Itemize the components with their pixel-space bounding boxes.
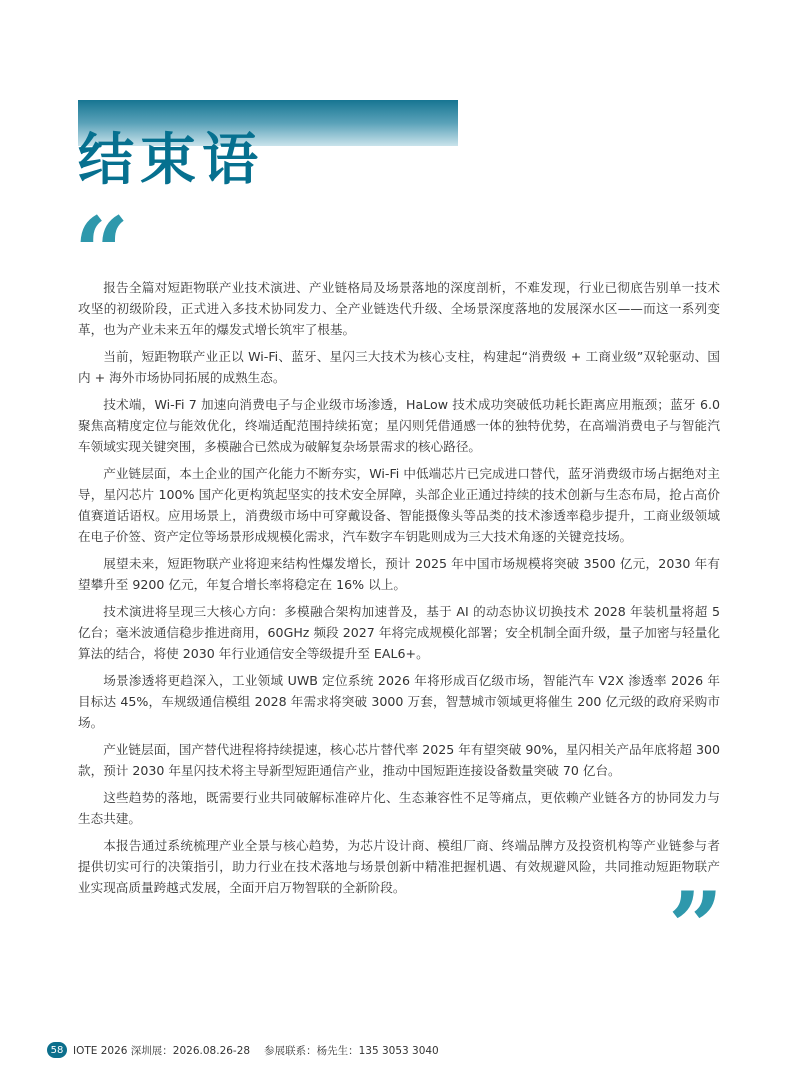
paragraph: 当前，短距物联产业正以 Wi-Fi、蓝牙、星闪三大技术为核心支柱，构建起“消费级 + 工商业级”双轮驱动、国内 + 海外市场协同拓展的成熟生态。	[78, 349, 720, 385]
close-quote-icon: ”	[668, 871, 724, 984]
page-title: 结束语	[78, 128, 264, 193]
paragraph: 技术演进将呈现三大核心方向：多模融合架构加速普及，基于 AI 的动态协议切换技术 2028 年装机量将超 5 亿台；毫米波通信稳步推进商用，60GHz 频段 2027 年将完成规模化部署；安全机制全面升级，量子加密与轻量化算法的结合，将使 2030 年行业通信安全等级提升至 EAL6+。	[78, 604, 720, 661]
paragraph: 这些趋势的落地，既需要行业共同破解标准碎片化、生态兼容性不足等痛点，更依赖产业链各方的协同发力与生态共建。	[78, 790, 720, 826]
paragraph: 本报告通过系统梳理产业全景与核心趋势，为芯片设计商、模组厂商、终端品牌方及投资机构等产业链参与者提供切实可行的决策指引，助力行业在技术落地与场景创新中精准把握机遇、有效规避风险，共同推动短距物联产业实现高质量跨越式发展，全面开启万物智联的全新阶段。	[78, 838, 720, 895]
paragraph: 产业链层面，国产替代进程将持续提速，核心芯片替代率 2025 年有望突破 90%，星闪相关产品年底将超 300 款，预计 2030 年星闪技术将主导新型短距通信产业，推动中国短距连接设备数量突破 70 亿台。	[78, 742, 720, 778]
body-text	[78, 277, 720, 904]
page-number: 58	[47, 1042, 67, 1058]
page-footer	[47, 1042, 439, 1058]
paragraph: 展望未来，短距物联产业将迎来结构性爆发增长，预计 2025 年中国市场规模将突破 3500 亿元，2030 年有望攀升至 9200 亿元，年复合增长率将稳定在 16% 以上。	[78, 556, 720, 592]
paragraph: 产业链层面，本土企业的国产化能力不断夯实，Wi-Fi 中低端芯片已完成进口替代，蓝牙消费级市场占据绝对主导，星闪芯片 100% 国产化更构筑起坚实的技术安全屏障，头部企业正通过持续的技术创新与生态布局，抢占高价值赛道话语权。应用场景上，消费级市场中可穿戴设备、智能摄像头等品类的技术渗透率稳步提升，工商业级领域在电子价签、资产定位等场景形成规模化需求，汽车数字车钥匙则成为三大技术角逐的关键竞技场。	[78, 466, 720, 544]
contact-info: 参展联系：杨先生：135 3053 3040	[264, 1044, 439, 1057]
event-info: IOTE 2026 深圳展：2026.08.26-28	[73, 1044, 251, 1057]
paragraph: 技术端，Wi-Fi 7 加速向消费电子与企业级市场渗透，HaLow 技术成功突破低功耗长距离应用瓶颈；蓝牙 6.0 聚焦高精度定位与能效优化，终端适配范围持续拓宽；星闪则凭借通感一体的独特优势，在高端消费电子与智能汽车领域实现关键突围，多模融合已然成为破解复杂场景需求的核心路径。	[78, 397, 720, 454]
paragraph: 场景渗透将更趋深入，工业领域 UWB 定位系统 2026 年将形成百亿级市场，智能汽车 V2X 渗透率 2026 年目标达 45%，车规级通信模组 2028 年需求将突破 3000 万套，智慧城市领域更将催生 200 亿元级的政府采购市场。	[78, 673, 720, 730]
paragraph: 报告全篇对短距物联产业技术演进、产业链格局及场景落地的深度剖析，不难发现，行业已彻底告别单一技术攻坚的初级阶段，正式进入多技术协同发力、全产业链迭代升级、全场景深度落地的发展深水区——而这一系列变革，也为产业未来五年的爆发式增长筑牢了根基。	[78, 280, 720, 337]
open-quote-icon: “	[74, 196, 130, 309]
